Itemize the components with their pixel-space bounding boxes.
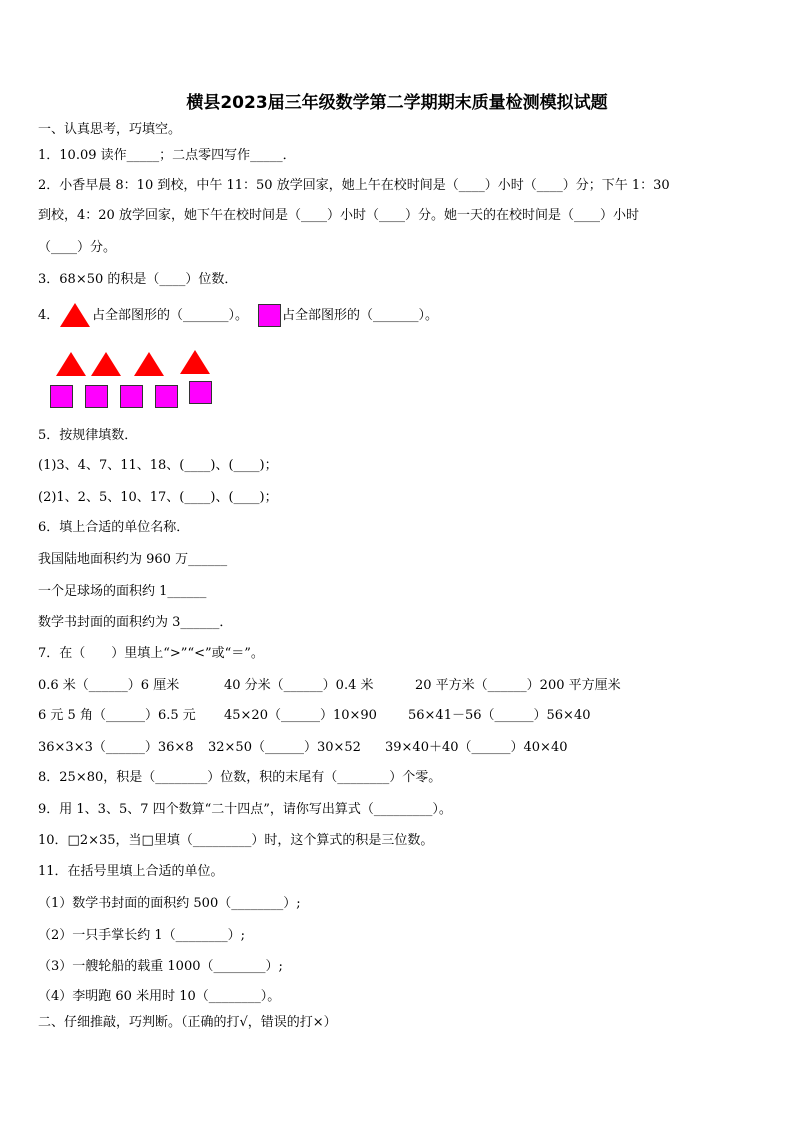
square-icon — [155, 385, 178, 408]
triangle-icon — [180, 350, 210, 374]
question-3: 3．68×50 的积是（____）位数． — [38, 272, 238, 287]
question-8: 8．25×80，积是（________）位数，积的末尾有（________）个零。 — [38, 770, 442, 785]
comparison-item: 20 平方米（______）200 平方厘米 — [415, 678, 621, 693]
square-icon — [85, 385, 108, 408]
question-11-part-1: （1）数学书封面的面积约 500（________）; — [38, 896, 301, 911]
page-title: 横县2023届三年级数学第二学期期末质量检测模拟试题 — [186, 93, 608, 113]
question-6-part-3: 数学书封面的面积约为 3______． — [38, 615, 233, 630]
question-11-part-2: （2）一只手掌长约 1（________）; — [38, 928, 246, 943]
comparison-item: 32×50（______）30×52 — [208, 740, 361, 755]
question-6-part-1: 我国陆地面积约为 960 万______ — [38, 552, 228, 567]
question-2-line-1: 2．小香早晨 8：10 到校，中午 11：50 放学回家，她上午在校时间是（____）小时（____）分；下午 1：30 — [38, 178, 670, 193]
comparison-item: 45×20（______）10×90 — [224, 708, 377, 723]
triangle-icon — [134, 352, 164, 376]
red-triangle-icon — [60, 303, 90, 327]
question-1: 1．10.09 读作_____；二点零四写作_____． — [38, 148, 296, 163]
question-5-part-1: (1)3、4、7、11、18、(____)、(____)； — [38, 458, 278, 473]
comparison-item: 39×40＋40（______）40×40 — [385, 740, 568, 755]
magenta-square-icon — [258, 304, 281, 327]
section-2-heading: 二、仔细推敲，巧判断。（正确的打√，错误的打×） — [38, 1015, 337, 1030]
comparison-item: 56×41－56（______）56×40 — [408, 708, 591, 723]
comparison-item: 0.6 米（______）6 厘米 — [38, 678, 180, 693]
square-icon — [189, 381, 212, 404]
question-7: 7．在（ ）里填上“>”“<”或“＝”。 — [38, 646, 264, 661]
square-icon — [50, 385, 73, 408]
question-5-part-2: (2)1、2、5、10、17、(____)、(____)； — [38, 490, 278, 505]
question-4-part-b: 占全部图形的（_______）。 — [282, 308, 439, 323]
question-4-number: 4． — [38, 308, 60, 323]
triangle-icon — [91, 352, 121, 376]
question-9: 9．用 1、3、5、7 四个数算“二十四点”，请你写出算式（_________）。 — [38, 802, 452, 817]
question-11-part-4: （4）李明跑 60 米用时 10（________）。 — [38, 989, 281, 1004]
comparison-item: 6 元 5 角（______）6.5 元 — [38, 708, 196, 723]
square-icon — [120, 385, 143, 408]
comparison-item: 40 分米（______）0.4 米 — [224, 678, 374, 693]
question-6-part-2: 一个足球场的面积约 1______ — [38, 584, 207, 599]
question-2-line-2: 到校，4：20 放学回家，她下午在校时间是（____）小时（____）分。她一天的在校时间是（____）小时 — [38, 208, 639, 223]
section-1-heading: 一、认真思考，巧填空。 — [38, 122, 182, 137]
question-11: 11．在括号里填上合适的单位。 — [38, 864, 224, 879]
question-5: 5．按规律填数． — [38, 428, 138, 443]
question-11-part-3: （3）一艘轮船的载重 1000（________）; — [38, 959, 283, 974]
question-6: 6．填上合适的单位名称． — [38, 520, 190, 535]
question-10: 10．□2×35，当□里填（_________）时，这个算式的积是三位数。 — [38, 833, 434, 848]
question-2-line-3: （____）分。 — [38, 240, 117, 255]
comparison-item: 36×3×3（______）36×8 — [38, 740, 194, 755]
question-4-part-a: 占全部图形的（_______）。 — [92, 308, 249, 323]
triangle-icon — [56, 352, 86, 376]
